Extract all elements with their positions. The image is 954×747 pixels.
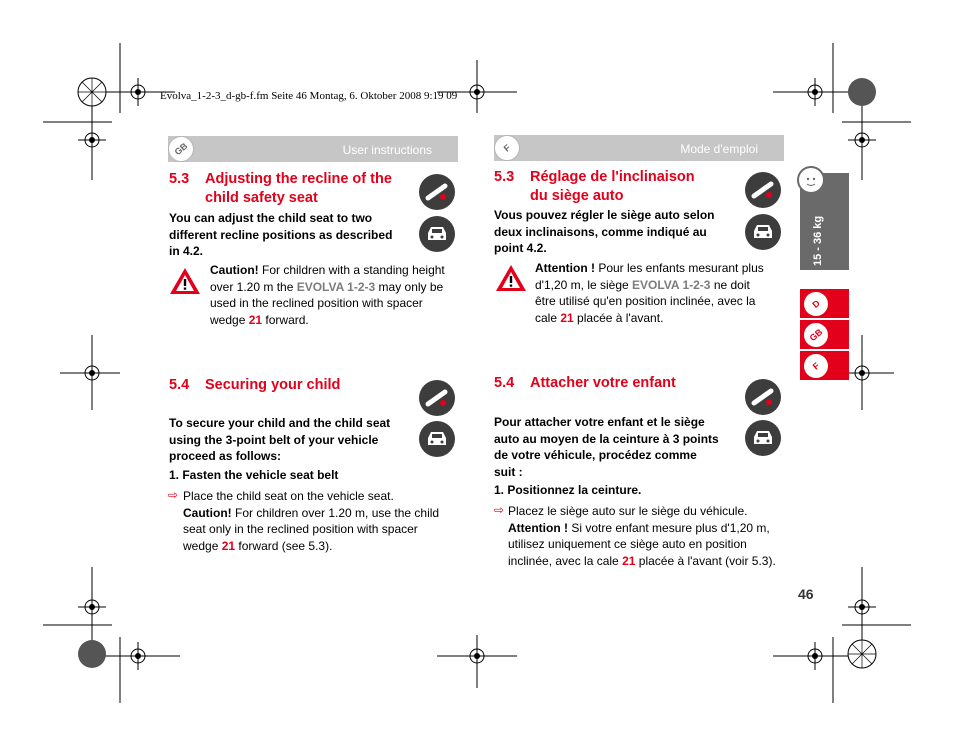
bar-title: User instructions xyxy=(342,143,432,157)
wedge-number: 21 xyxy=(221,538,236,553)
section-number: 5.4 xyxy=(169,377,190,393)
bar-title: Mode d'emploi xyxy=(680,142,758,156)
warning-triangle-icon xyxy=(494,263,528,293)
section-title: Adjusting the recline of the child safety seat xyxy=(205,171,392,206)
lang-badge-gb: GB xyxy=(163,131,200,168)
step-arrow-icon: ⇨ xyxy=(168,488,179,502)
car-icon xyxy=(745,420,781,456)
wedge-number: 21 xyxy=(248,312,263,327)
child-face-icon xyxy=(797,166,825,194)
registration-target-icon xyxy=(78,78,876,668)
section-intro: Pour attacher votre enfant et le siège auto au moyen de la ceinture à 3 points de votre véhicule, procédez comme suit : xyxy=(494,415,719,479)
section-intro: Vous pouvez régler le siège auto selon deux inclinaisons, comme indiqué au point 4.2. xyxy=(494,208,715,255)
wedge-number: 21 xyxy=(622,553,636,568)
caution-text: Caution! For children with a standing height over 1.20 m the EVOLVA 1-2-3 may only be used in the reclined position with spacer wedge 21 forward. xyxy=(210,263,445,327)
step-arrow-icon: ⇨ xyxy=(494,503,505,517)
warning-triangle-icon xyxy=(168,266,202,296)
recline-seat-icon xyxy=(419,380,455,416)
weight-label: 15 - 36 kg xyxy=(812,215,824,266)
step-heading: 1. Fasten the vehicle seat belt xyxy=(169,468,339,482)
section-intro: You can adjust the child seat to two different recline positions as described in 4.2. xyxy=(169,211,393,258)
section-intro: To secure your child and the child seat using the 3-point belt of your vehicle proceed as follows: xyxy=(169,416,391,463)
car-icon xyxy=(419,421,455,457)
language-tab-f[interactable]: F xyxy=(800,351,849,380)
section-number: 5.3 xyxy=(494,169,515,185)
brand-name: EVOLVA 1-2-3 xyxy=(296,279,376,294)
section-title: Attacher votre enfant xyxy=(530,375,676,391)
section-bar-f xyxy=(494,135,784,161)
language-tab-d[interactable]: D xyxy=(800,289,849,318)
step-text: Place the child seat on the vehicle seat. Caution! For children over 1.20 m, use the child seat only in the reclined position with spacer wedge 21 forward (see 5.3). xyxy=(183,489,440,553)
car-icon xyxy=(745,214,781,250)
section-title: Réglage de l'inclinaison du siège auto xyxy=(530,169,695,204)
step-heading: 1. Positionnez la ceinture. xyxy=(494,483,642,497)
step-text: Placez le siège auto sur le siège du véhicule. Attention ! Si votre enfant mesure plus d'1,20 m, utilisez uniquement ce siège auto en position inclinée, avec la cale 21 placée à l'avant (voir 5.3). xyxy=(508,504,776,568)
file-header: Evolva_1-2-3_d-gb-f.fm Seite 46 Montag, 6. Oktober 2008 9:19 09 xyxy=(160,90,458,102)
lang-badge-f: F xyxy=(489,130,526,167)
page-number: 46 xyxy=(798,586,814,602)
section-number: 5.4 xyxy=(494,375,515,391)
section-title: Securing your child xyxy=(205,377,341,393)
language-tab-gb[interactable]: GB xyxy=(800,320,849,349)
section-bar-gb xyxy=(168,136,458,162)
recline-seat-icon xyxy=(419,174,455,210)
recline-seat-icon xyxy=(745,379,781,415)
section-number: 5.3 xyxy=(169,171,190,187)
recline-seat-icon xyxy=(745,172,781,208)
caution-text: Attention ! Pour les enfants mesurant plus d'1,20 m, le siège EVOLVA 1-2-3 ne doit être utilisé qu'en position inclinée, avec la cale 21 placée à l'avant. xyxy=(535,261,764,325)
car-icon xyxy=(419,216,455,252)
brand-name: EVOLVA 1-2-3 xyxy=(632,277,711,292)
wedge-number: 21 xyxy=(560,310,574,325)
